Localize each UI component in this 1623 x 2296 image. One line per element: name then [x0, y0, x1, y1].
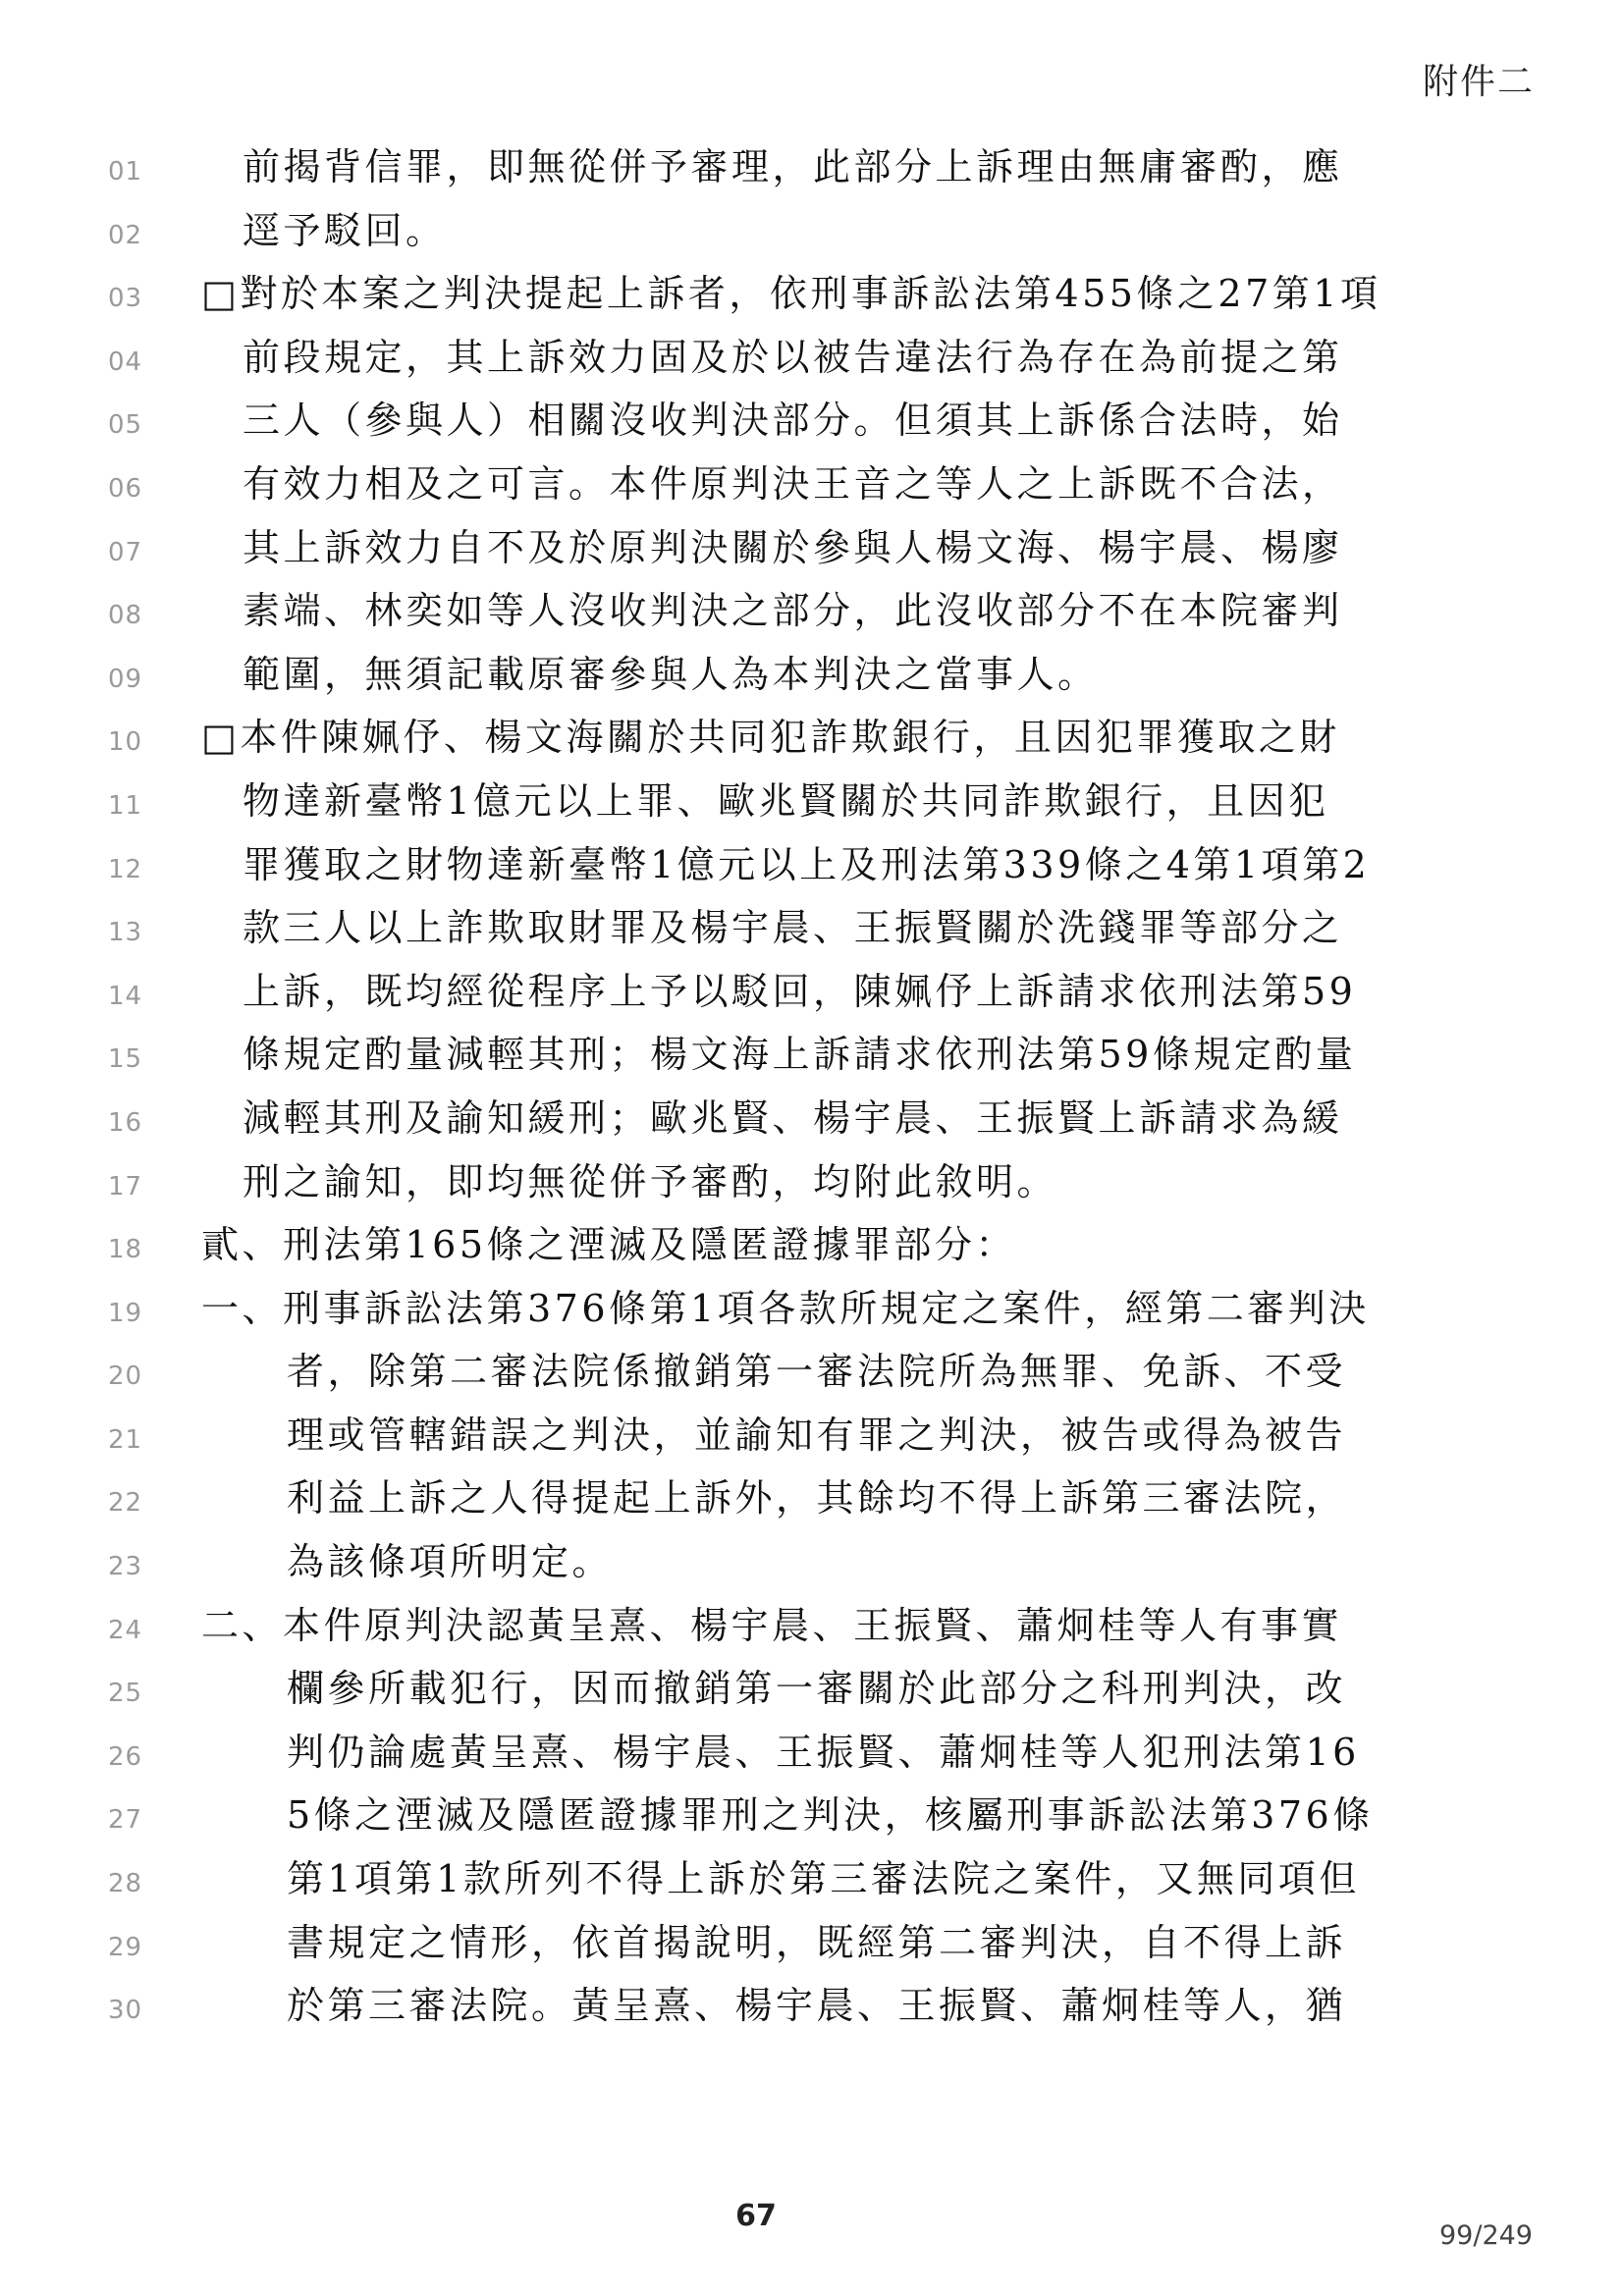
line-text: 為該條項所明定。 — [287, 1540, 614, 1584]
line-text: 書規定之情形，依首揭說明，既經第二審判決，自不得上訴 — [287, 1920, 1347, 1964]
line-text: 前段規定，其上訴效力固及於以被告違法行為存在為前提之第 — [243, 335, 1343, 379]
line-number: 15 — [108, 1044, 143, 1075]
text-line — [0, 1911, 1623, 1975]
text-line — [0, 453, 1623, 516]
line-text: 逕予駁回。 — [243, 208, 447, 252]
line-text: 理或管轄錯誤之判決，並諭知有罪之判決，被告或得為被告 — [287, 1413, 1347, 1457]
line-number: 18 — [108, 1235, 143, 1265]
line-text: 二、本件原判決認黃呈熹、楊宇晨、王振賢、蕭炯桂等人有事實 — [201, 1603, 1343, 1647]
text-line — [0, 135, 1623, 199]
line-number: 01 — [108, 157, 143, 187]
text-line — [0, 199, 1623, 263]
line-text: 判仍論處黃呈熹、楊宇晨、王振賢、蕭炯桂等人犯刑法第16 — [287, 1730, 1360, 1774]
line-text: 5條之湮滅及隱匿證據罪刑之判決，核屬刑事訴訟法第376條 — [287, 1793, 1374, 1838]
text-line — [0, 1277, 1623, 1341]
line-number: 11 — [108, 790, 143, 821]
line-number: 09 — [108, 664, 143, 694]
line-text: 範圍，無須記載原審參與人為本判決之當事人。 — [243, 652, 1099, 696]
text-line — [0, 516, 1623, 580]
line-text: 其上訴效力自不及於原判決關於參與人楊文海、楊宇晨、楊廖 — [243, 525, 1343, 569]
text-line — [0, 262, 1623, 326]
line-text: □本件陳姵伃、楊文海關於共同犯詐欺銀行，且因犯罪獲取之財 — [201, 716, 1340, 760]
text-line — [0, 1087, 1623, 1150]
line-text: 款三人以上詐欺取財罪及楊宇晨、王振賢關於洗錢罪等部分之 — [243, 906, 1343, 950]
line-number: 24 — [108, 1615, 143, 1645]
line-number: 06 — [108, 473, 143, 504]
text-line — [0, 770, 1623, 833]
text-line — [0, 896, 1623, 960]
line-number: 08 — [108, 601, 143, 631]
line-number: 29 — [108, 1932, 143, 1962]
text-line — [0, 326, 1623, 390]
page-counter: 99/249 — [1439, 2220, 1533, 2251]
line-number: 13 — [108, 918, 143, 948]
line-number: 14 — [108, 981, 143, 1011]
text-line — [0, 1023, 1623, 1087]
text-line — [0, 833, 1623, 897]
line-text: 條規定酌量減輕其刑；楊文海上訴請求依刑法第59條規定酌量 — [243, 1033, 1357, 1077]
line-number: 23 — [108, 1552, 143, 1582]
line-number: 22 — [108, 1488, 143, 1519]
line-number: 07 — [108, 537, 143, 567]
line-text: 一、刑事訴訟法第376條第1項各款所規定之案件，經第二審判決 — [201, 1286, 1370, 1330]
line-number: 21 — [108, 1424, 143, 1455]
text-line — [0, 1213, 1623, 1277]
line-text: 前揭背信罪，即無從併予審理，此部分上訴理由無庸審酌，應 — [243, 145, 1343, 188]
line-text: 有效力相及之可言。本件原判決王音之等人之上訴既不合法， — [243, 461, 1343, 506]
line-text: 三人（參與人）相關沒收判決部分。但須其上訴係合法時，始 — [243, 399, 1343, 443]
text-line — [0, 1657, 1623, 1721]
text-line — [0, 1340, 1623, 1404]
document-body — [0, 135, 1623, 2038]
line-text: 於第三審法院。黃呈熹、楊宇晨、王振賢、蕭炯桂等人，猶 — [287, 1984, 1347, 2028]
line-text: 者，除第二審法院係撤銷第一審法院所為無罪、免訴、不受 — [287, 1350, 1347, 1394]
line-text: □對於本案之判決提起上訴者，依刑事訴訟法第455條之27第1項 — [201, 272, 1381, 316]
text-line — [0, 1847, 1623, 1911]
line-number: 03 — [108, 284, 143, 314]
line-text: 欄參所載犯行，因而撤銷第一審關於此部分之科刑判決，改 — [287, 1667, 1347, 1711]
text-line — [0, 1594, 1623, 1658]
line-number: 02 — [108, 220, 143, 250]
line-text: 第1項第1款所列不得上訴於第三審法院之案件，又無同項但 — [287, 1857, 1360, 1901]
text-line — [0, 1467, 1623, 1530]
line-number: 20 — [108, 1362, 143, 1392]
line-number: 25 — [108, 1679, 143, 1709]
line-text: 刑之諭知，即均無從併予審酌，均附此敘明。 — [243, 1159, 1058, 1203]
line-text: 利益上訴之人得提起上訴外，其餘均不得上訴第三審法院， — [287, 1476, 1347, 1521]
page-number: 67 — [735, 2199, 777, 2233]
text-line — [0, 1530, 1623, 1594]
line-number: 17 — [108, 1171, 143, 1201]
text-line — [0, 643, 1623, 707]
line-text: 物達新臺幣1億元以上罪、歐兆賢關於共同詐欺銀行，且因犯 — [243, 778, 1329, 823]
section-heading: 貳、刑法第165條之湮滅及隱匿證據罪部分： — [201, 1223, 1017, 1267]
text-line — [0, 960, 1623, 1024]
text-line — [0, 1150, 1623, 1214]
text-line — [0, 389, 1623, 453]
text-line — [0, 1974, 1623, 2038]
line-text: 素端、林奕如等人沒收判決之部分，此沒收部分不在本院審判 — [243, 589, 1343, 633]
text-line — [0, 1404, 1623, 1468]
line-text: 減輕其刑及諭知緩刑；歐兆賢、楊宇晨、王振賢上訴請求為緩 — [243, 1095, 1343, 1140]
line-text: 罪獲取之財物達新臺幣1億元以上及刑法第339條之4第1項第2 — [243, 842, 1371, 886]
line-number: 04 — [108, 347, 143, 377]
line-number: 30 — [108, 1996, 143, 2026]
line-number: 27 — [108, 1805, 143, 1836]
line-number: 26 — [108, 1741, 143, 1772]
text-line — [0, 1784, 1623, 1847]
line-number: 28 — [108, 1869, 143, 1899]
text-line — [0, 706, 1623, 770]
text-line — [0, 579, 1623, 643]
line-number: 16 — [108, 1107, 143, 1138]
line-number: 19 — [108, 1298, 143, 1328]
line-text: 上訴，既均經從程序上予以駁回，陳姵伃上訴請求依刑法第59 — [243, 969, 1357, 1013]
line-number: 05 — [108, 410, 143, 441]
line-number: 12 — [108, 854, 143, 884]
attachment-label: 附件二 — [1422, 62, 1535, 102]
line-number: 10 — [108, 727, 143, 758]
text-line — [0, 1721, 1623, 1785]
